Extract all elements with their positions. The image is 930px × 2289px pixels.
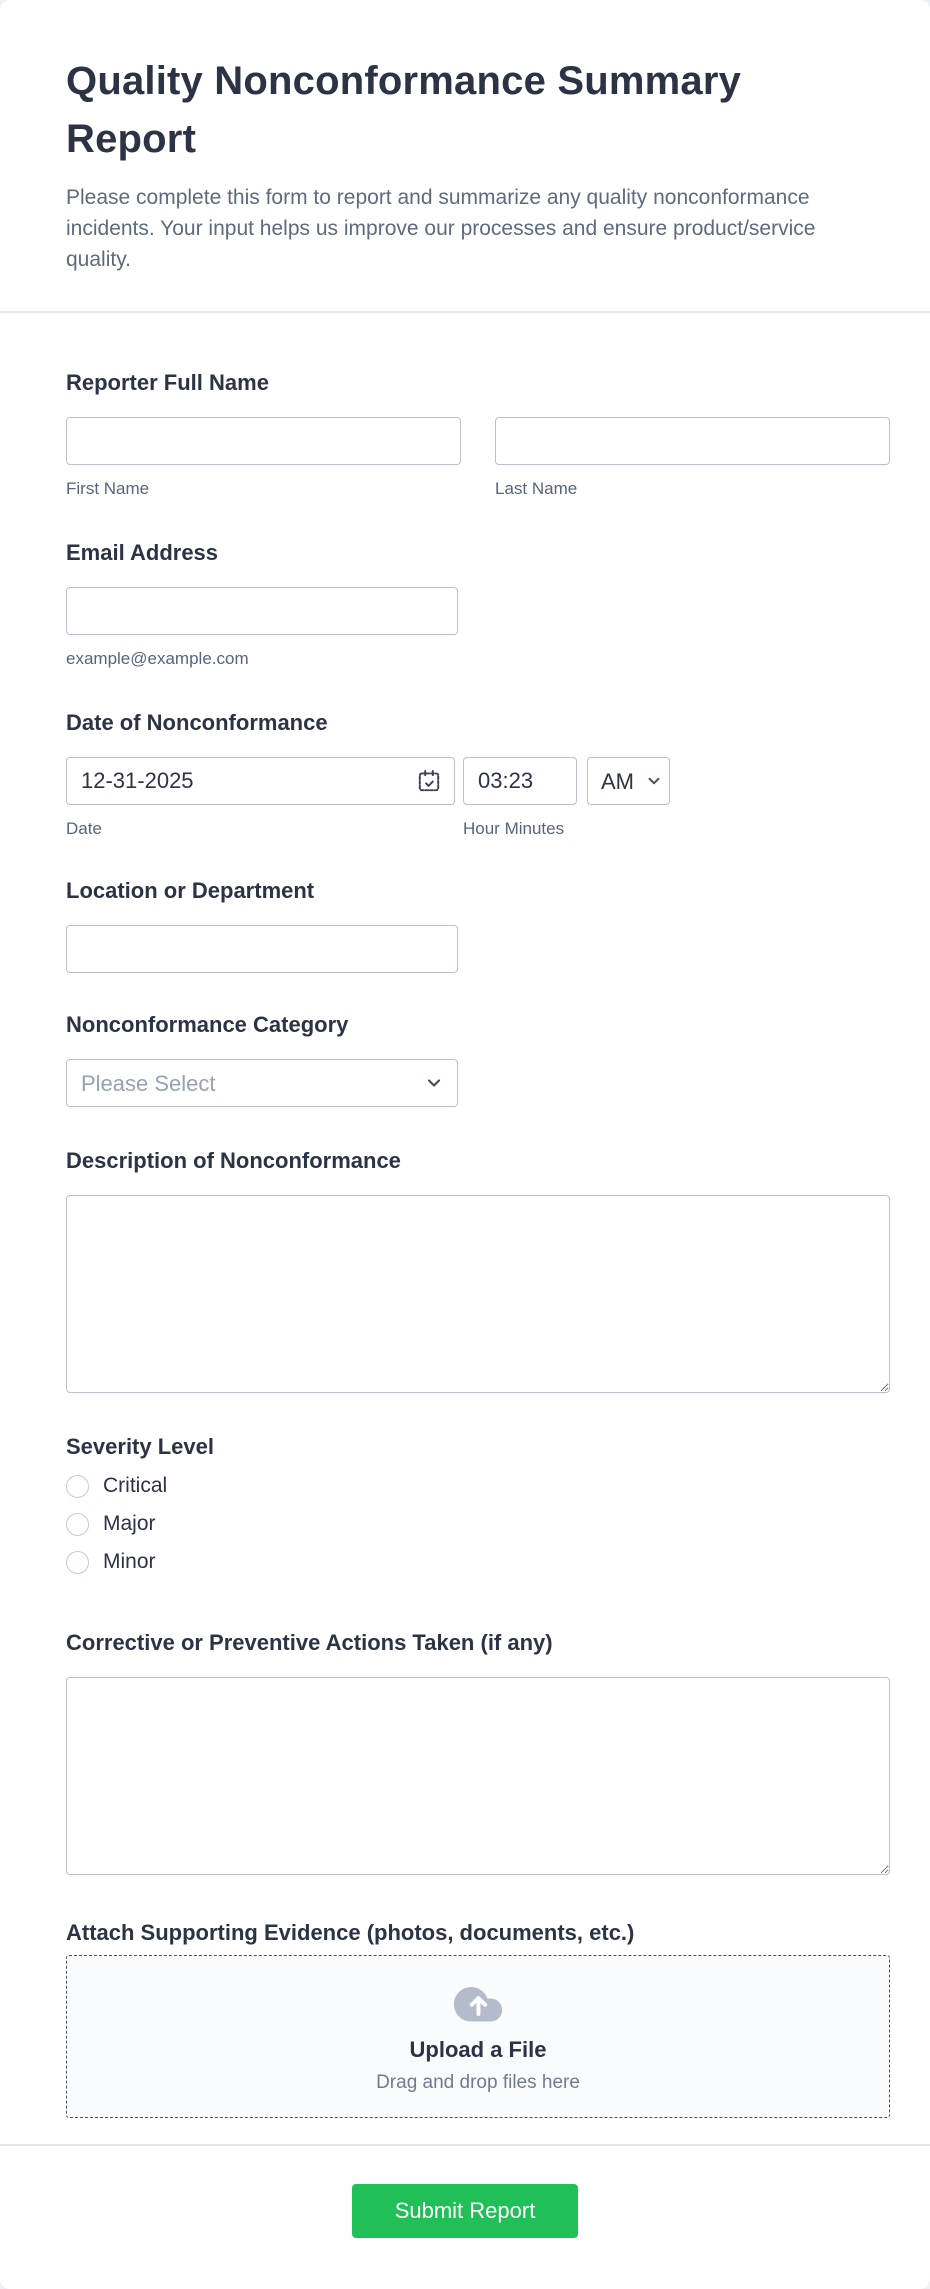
form-title: Quality Nonconformance Summary Report [66,59,742,161]
form-footer [0,2146,930,2289]
radio-option-critical[interactable] [66,1467,890,1505]
date-label: Date of Nonconformance [66,710,328,735]
question-reporter-name [66,369,890,499]
corrective-textarea[interactable] [66,1677,890,1875]
email-label: Email Address [66,540,219,565]
cloud-upload-icon [449,1979,507,2025]
location-label: Location or Department [66,878,315,903]
radio-label: Minor [103,1550,156,1573]
question-corrective [66,1629,890,1875]
radio-button-icon[interactable] [66,1551,89,1574]
form-header [0,0,930,311]
radio-button-icon[interactable] [66,1513,89,1536]
description-label: Description of Nonconformance [66,1148,401,1173]
file-upload-dropzone[interactable] [66,1955,890,2118]
description-textarea[interactable] [66,1195,890,1393]
ampm-select[interactable] [587,757,670,805]
reporter-name-label: Reporter Full Name [66,370,269,395]
time-sublabel: Hour Minutes [463,819,565,838]
header-divider [0,311,930,313]
form-description: Please complete this form to report and summarize any quality nonconformance incidents. Your input helps us improve our processes and ensure product/service quality. [66,186,816,271]
email-sublabel: example@example.com [66,649,249,668]
first-name-input[interactable] [66,417,461,465]
severity-label: Severity Level [66,1434,214,1459]
time-input[interactable] [463,757,577,805]
question-attachments [66,1919,890,2118]
date-input[interactable] [66,757,455,805]
upload-hint: Drag and drop files here [376,2072,580,2093]
last-name-sublabel: Last Name [495,479,578,498]
first-name-sublabel: First Name [66,479,150,498]
question-location [66,877,890,973]
attachments-label: Attach Supporting Evidence (photos, documents, etc.) [66,1920,635,1945]
category-field [66,1059,458,1107]
question-severity [66,1433,890,1581]
severity-options [66,1467,890,1581]
question-date [66,709,890,839]
ampm-field [587,757,670,805]
category-select[interactable] [66,1059,458,1107]
date-field [66,757,455,805]
question-category [66,1011,890,1107]
calendar-check-icon[interactable] [416,768,442,794]
submit-button[interactable]: Submit Report [352,2184,578,2238]
form-body [0,369,930,2118]
upload-title: Upload a File [409,2037,547,2062]
first-name-col [66,417,461,499]
radio-option-major[interactable] [66,1505,890,1543]
location-input[interactable] [66,925,458,973]
last-name-input[interactable] [495,417,890,465]
radio-label: Critical [103,1474,168,1497]
radio-button-icon[interactable] [66,1475,89,1498]
radio-option-minor[interactable] [66,1543,890,1581]
last-name-col [495,417,890,499]
date-sublabel: Date [66,819,102,838]
email-input[interactable] [66,587,458,635]
radio-label: Major [103,1512,156,1535]
category-label: Nonconformance Category [66,1012,349,1037]
question-email [66,539,890,669]
corrective-label: Corrective or Preventive Actions Taken (if any) [66,1630,553,1655]
question-description [66,1147,890,1393]
